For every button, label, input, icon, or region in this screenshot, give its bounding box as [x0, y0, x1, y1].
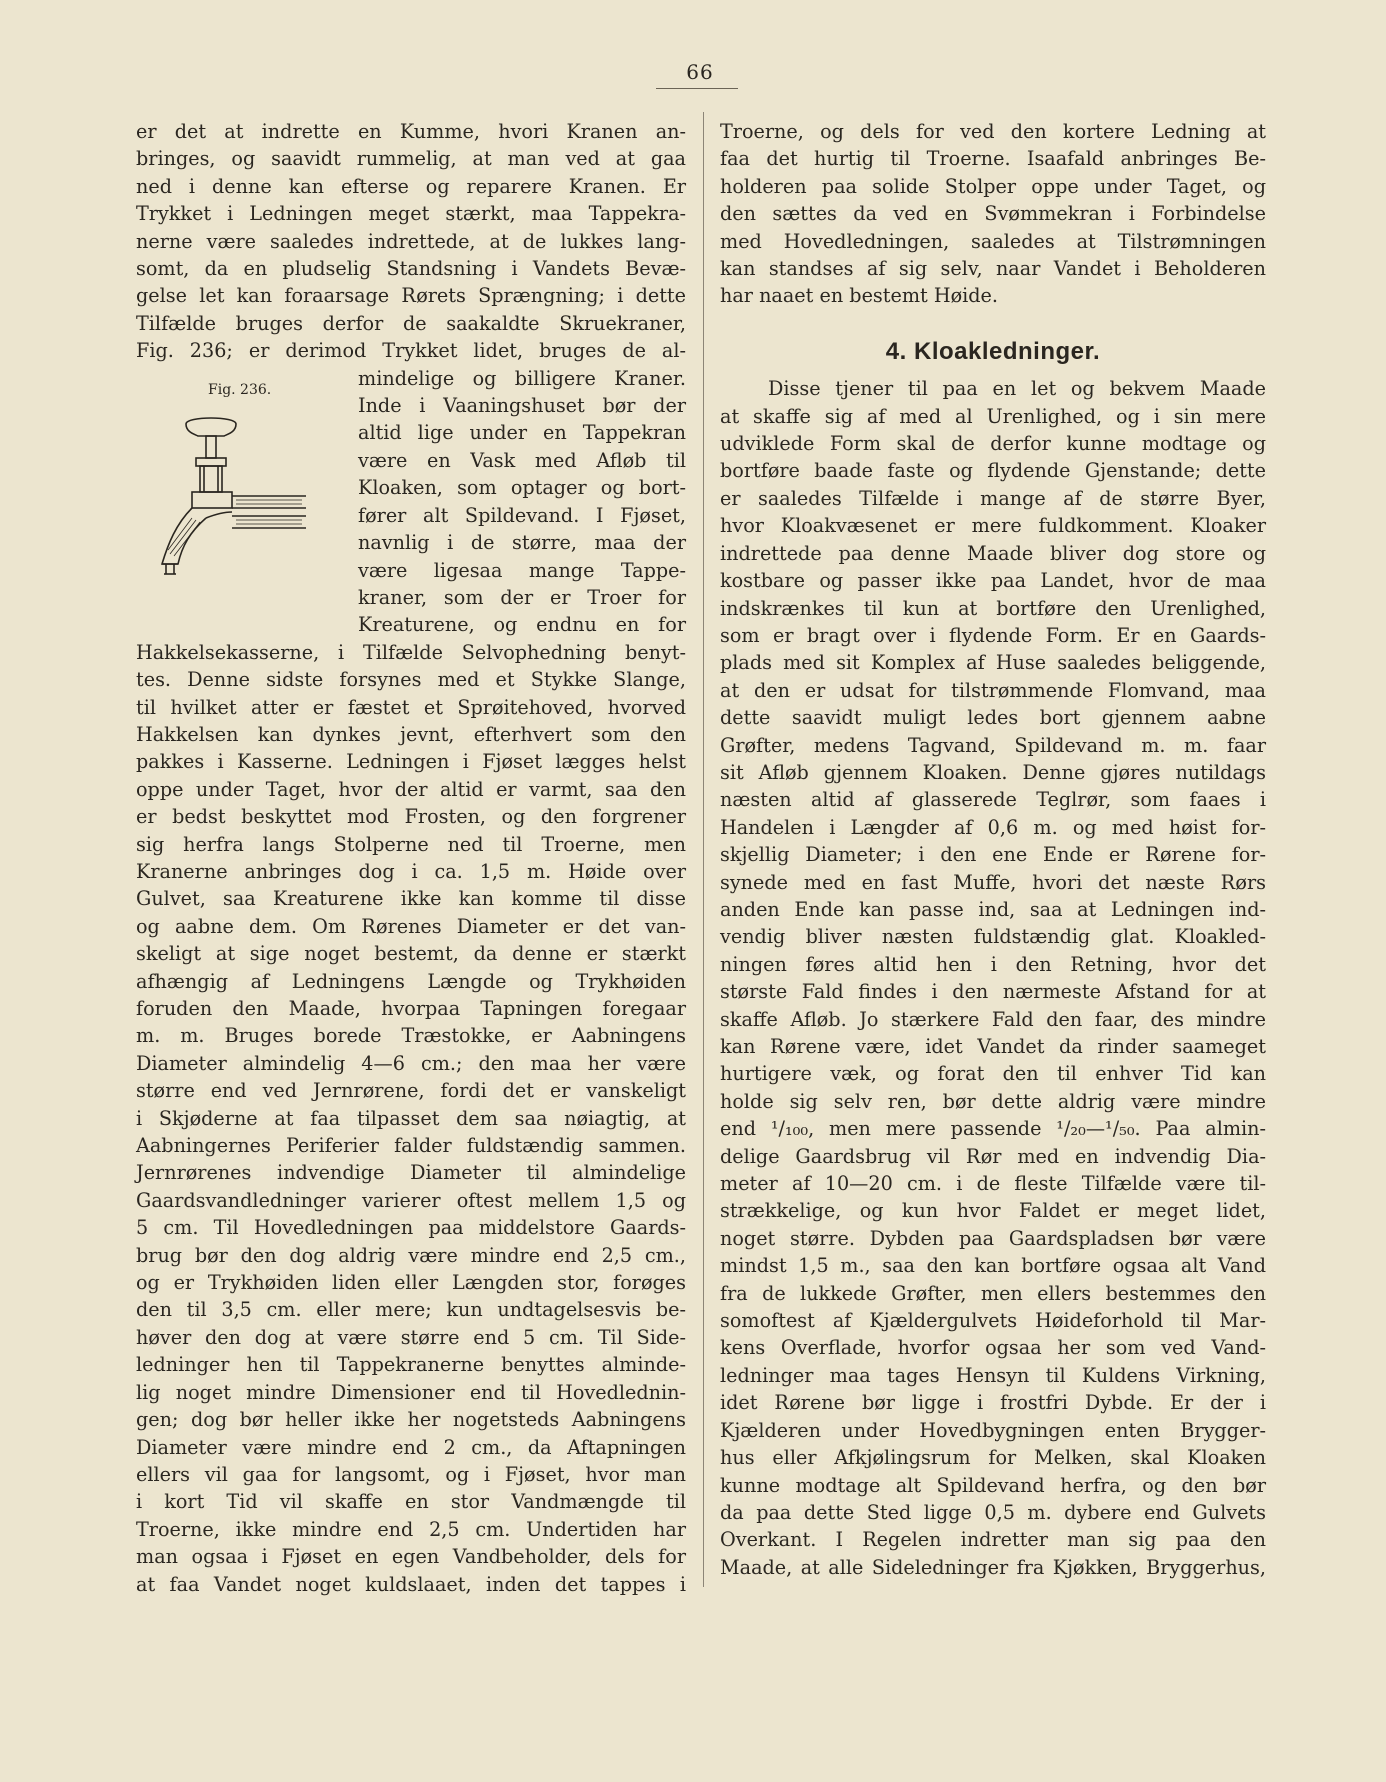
- text-line: Handelen i Længder af 0,6 m. og med høist for-: [720, 815, 1266, 839]
- text-line: være en Vask med Afløb til: [358, 448, 686, 472]
- text-line: er bedst beskyttet mod Frosten, og den forgrener: [136, 805, 686, 829]
- text-line: at skaffe sig af med al Urenlighed, og i sin mere: [720, 404, 1266, 428]
- text-line: delige Gaardsbrug vil Rør med en indvendig Dia-: [720, 1144, 1266, 1168]
- text-line: Maade, at alle Sideledninger fra Kjøkken, Bryggerhus,: [720, 1555, 1266, 1579]
- text-line: bringes, og saavidt rummelig, at man ved at gaa: [136, 147, 686, 171]
- text-line: indrettede paa denne Maade bliver dog store og: [720, 541, 1266, 565]
- text-line: fører alt Spildevand. I Fjøset,: [358, 503, 686, 527]
- text-line: Troerne, og dels for ved den kortere Ledning at: [720, 120, 1266, 143]
- text-line: m. m. Bruges borede Træstokke, er Aabningens: [136, 1024, 686, 1048]
- text-line: altid lige under en Tappekran: [358, 421, 686, 445]
- text-line: har naaet en bestemt Høide.: [720, 284, 998, 308]
- text-line: da paa dette Sted ligge 0,5 m. dybere end Gulvets: [720, 1500, 1266, 1524]
- text-line: meter af 10—20 cm. i de fleste Tilfælde være til-: [720, 1172, 1266, 1196]
- text-line: hus eller Afkjølingsrum for Melken, skal Kloaken: [720, 1446, 1266, 1470]
- text-line: at faa Vandet noget kuldslaaet, inden det tappes i: [136, 1572, 686, 1596]
- text-line: Kloaken, som optager og bort-: [358, 476, 686, 500]
- left-top-text: [136, 118, 686, 365]
- text-line: udviklede Form skal de derfor kunne modtage og: [720, 432, 1266, 456]
- text-line: synede med en fast Muffe, hvori det næste Rørs: [720, 870, 1266, 894]
- text-line: Gaardsvandledninger varierer oftest mellem 1,5 og: [136, 1188, 686, 1212]
- text-line: somt, da en pludselig Standsning i Vandets Bevæ-: [136, 257, 686, 281]
- text-line: Diameter almindelig 4—6 cm.; den maa her være: [136, 1051, 686, 1075]
- text-line: strækkelige, og kun hvor Faldet er meget lidet,: [720, 1199, 1266, 1223]
- text-line: kens Overflade, hvorfor ogsaa her som ved Vand-: [720, 1336, 1266, 1360]
- text-line: hurtigere væk, og forat den til enhver Tid kan: [720, 1062, 1266, 1086]
- text-line: idet Rørene bør ligge i frostfri Dybde. Er der i: [720, 1391, 1266, 1415]
- text-line: kraner, som der er Troer for: [358, 585, 686, 609]
- figure-label: Fig. 236.: [208, 382, 272, 398]
- text-line: gelse let kan foraarsage Rørets Sprængning; i dette: [136, 284, 686, 308]
- text-line: oppe under Taget, hvor der altid er varmt, saa den: [136, 777, 686, 801]
- text-line: 5 cm. Til Hovedledningen paa middelstore Gaards-: [136, 1216, 686, 1240]
- text-line: næsten altid af glasserede Teglrør, som faaes i: [720, 788, 1266, 812]
- text-line: ledninger hen til Tappekranerne benyttes alminde-: [136, 1353, 686, 1377]
- text-line: vendig bliver næsten fuldstændig glat. Kloakled-: [720, 925, 1266, 949]
- text-line: Kranerne anbringes dog i ca. 1,5 m. Høide over: [136, 859, 686, 883]
- column-divider: [703, 112, 704, 1587]
- text-line: ellers vil gaa for langsomt, og i Fjøset, hvor man: [136, 1462, 686, 1486]
- text-line: ledninger maa tages Hensyn til Kuldens Virkning,: [720, 1363, 1266, 1387]
- text-line: den til 3,5 cm. eller mere; kun undtagelsesvis be-: [136, 1298, 686, 1322]
- text-line: Grøfter, medens Tagvand, Spildevand m. m. faar: [720, 733, 1266, 757]
- page-number: 66: [686, 60, 714, 84]
- text-line: kan standses af sig selv, naar Vandet i Beholderen: [720, 257, 1266, 281]
- text-line: hvor Kloakvæsenet er mere fuldkomment. Kloaker: [720, 514, 1266, 538]
- text-line: mindelige og billigere Kraner.: [358, 366, 686, 390]
- right-bottom-text: [720, 375, 1266, 1581]
- text-line: er det at indrette en Kumme, hvori Kranen an-: [136, 120, 686, 143]
- text-line: noget større. Dybden paa Gaardspladsen bør være: [720, 1226, 1266, 1250]
- text-line: indskrænkes til kun at bortføre den Urenlighed,: [720, 596, 1266, 620]
- text-line: større end ved Jernrørene, fordi det er vanskeligt: [136, 1079, 686, 1103]
- section-title: 4. Kloakledninger.: [885, 337, 1101, 365]
- text-line: med Hovedledningen, saaledes at Tilstrømningen: [720, 229, 1266, 253]
- text-line: i kort Tid vil skaffe en stor Vandmængde til: [136, 1490, 686, 1514]
- text-line: man ogsaa i Fjøset en egen Vandbeholder, dels for: [136, 1545, 686, 1569]
- text-line: end ¹/₁₀₀, men mere passende ¹/₂₀—¹/₅₀. Paa almin-: [720, 1117, 1266, 1141]
- text-line: Jernrørenes indvendige Diameter til almindelige: [136, 1161, 686, 1185]
- text-line: høver den dog at være større end 5 cm. Til Side-: [136, 1325, 686, 1349]
- text-line: anden Ende kan passe ind, saa at Ledningen ind-: [720, 897, 1266, 921]
- text-line: at den er udsat for tilstrømmende Flomvand, maa: [720, 678, 1266, 702]
- text-line: Overkant. I Regelen indretter man sig paa den: [720, 1528, 1266, 1552]
- text-line: til hvilket atter er fæstet et Sprøitehoved, hvorved: [136, 695, 686, 719]
- text-line: holderen paa solide Stolper oppe under Taget, og: [720, 174, 1266, 198]
- text-line: Trykket i Ledningen meget stærkt, maa Tappekra-: [136, 202, 686, 226]
- text-line: foruden den Maade, hvorpaa Tapningen foregaar: [136, 997, 686, 1020]
- text-line: plads med sit Komplex af Huse saaledes beliggende,: [720, 651, 1266, 675]
- text-line: Hakkelsen kan dynkes jevnt, efterhvert som den: [136, 722, 686, 746]
- text-line: ned i denne kan efterse og reparere Kranen. Er: [136, 174, 686, 198]
- text-line: dette saavidt muligt ledes bort gjennem aabne: [720, 706, 1266, 730]
- text-line: lig noget mindre Dimensioner end til Hovedlednin-: [136, 1380, 686, 1404]
- text-line: brug bør den dog aldrig være mindre end 2,5 cm.,: [136, 1243, 686, 1267]
- text-line: faa det hurtig til Troerne. Isaafald anbringes Be-: [720, 147, 1266, 171]
- text-line: Hakkelsekasserne, i Tilfælde Selvophedning benyt-: [136, 640, 686, 664]
- text-line: tes. Denne sidste forsynes med et Stykke Slange,: [136, 668, 686, 692]
- text-line: kostbare og passer ikke paa Landet, hvor de maa: [720, 569, 1266, 593]
- text-line: kunne modtage alt Spildevand herfra, og den bør: [720, 1473, 1266, 1497]
- text-line: Inde i Vaaningshuset bør der: [358, 394, 686, 418]
- left-rest-text: [136, 639, 686, 1598]
- text-line: Disse tjener til paa en let og bekvem Maade: [768, 377, 1266, 401]
- text-line: Kreaturene, og endnu en for: [358, 613, 686, 637]
- text-line: afhængig af Ledningens Længde og Trykhøiden: [136, 969, 686, 993]
- text-line: i Skjøderne at faa tilpasset dem saa nøiagtig, at: [136, 1106, 686, 1130]
- text-line: Kjælderen under Hovedbygningen enten Brygger-: [720, 1418, 1266, 1442]
- text-line: ningen føres altid hen i den Retning, hvor det: [720, 952, 1266, 976]
- text-line: Troerne, ikke mindre end 2,5 cm. Undertiden har: [136, 1517, 686, 1541]
- text-line: somoftest af Kjældergulvets Høideforhold til Mar-: [720, 1309, 1266, 1333]
- text-line: mindst 1,5 m., saa den kan bortføre ogsaa alt Vand: [720, 1254, 1266, 1278]
- text-line: være ligesaa mange Tappe-: [358, 558, 686, 582]
- text-line: og er Trykhøiden liden eller Længden stor, forøges: [136, 1271, 686, 1295]
- text-line: navnlig i de større, maa der: [358, 531, 686, 555]
- text-line: skjellig Diameter; i den ene Ende er Rørene for-: [720, 843, 1266, 867]
- text-line: skaffe Afløb. Jo stærkere Fald den faar, des mindre: [720, 1007, 1266, 1031]
- text-line: skeligt at sige noget bestemt, da denne er stærkt: [136, 942, 686, 966]
- text-line: kan Rørene være, idet Vandet da rinder saameget: [720, 1035, 1266, 1058]
- right-column: [720, 118, 1266, 1581]
- left-column: [136, 118, 686, 1598]
- text-line: sit Afløb gjennem Kloaken. Denne gjøres nutildags: [720, 760, 1266, 784]
- text-line: største Fald findes i den nærmeste Afstand for at: [720, 980, 1266, 1004]
- text-line: nerne være saaledes indrettede, at de lukkes lang-: [136, 229, 686, 253]
- text-line: er saaledes Tilfælde i mange af de større Byer,: [720, 486, 1266, 510]
- text-line: bortføre baade faste og flydende Gjenstande; dette: [720, 459, 1266, 483]
- text-line: Gulvet, saa Kreaturene ikke kan komme til disse: [136, 887, 686, 911]
- text-line: Aabningernes Periferier falder fuldstændig sammen.: [136, 1134, 686, 1158]
- right-top-text: [720, 118, 1266, 310]
- text-line: Diameter være mindre end 2 cm., da Aftapningen: [136, 1435, 686, 1459]
- text-line: fra de lukkede Grøfter, men ellers bestemmes den: [720, 1281, 1266, 1305]
- text-line: som er bragt over i flydende Form. Er en Gaards-: [720, 623, 1266, 647]
- text-line: den sættes da ved en Svømmekran i Forbindelse: [720, 202, 1266, 226]
- left-narrow-text: [358, 365, 686, 639]
- text-line: gen; dog bør heller ikke her nogetsteds Aabningens: [136, 1408, 686, 1432]
- text-line: pakkes i Kasserne. Ledningen i Fjøset lægges helst: [136, 750, 686, 774]
- text-line: holde sig selv ren, bør dette aldrig være mindre: [720, 1089, 1266, 1113]
- header-rule: [656, 88, 738, 89]
- text-line: og aabne dem. Om Rørenes Diameter er det van-: [136, 914, 686, 938]
- text-line: Tilfælde bruges derfor de saakaldte Skruekraner,: [136, 311, 686, 335]
- text-line: sig herfra langs Stolperne ned til Troerne, men: [136, 832, 686, 856]
- text-line: Fig. 236; er derimod Trykket lidet, bruges de al-: [136, 339, 686, 363]
